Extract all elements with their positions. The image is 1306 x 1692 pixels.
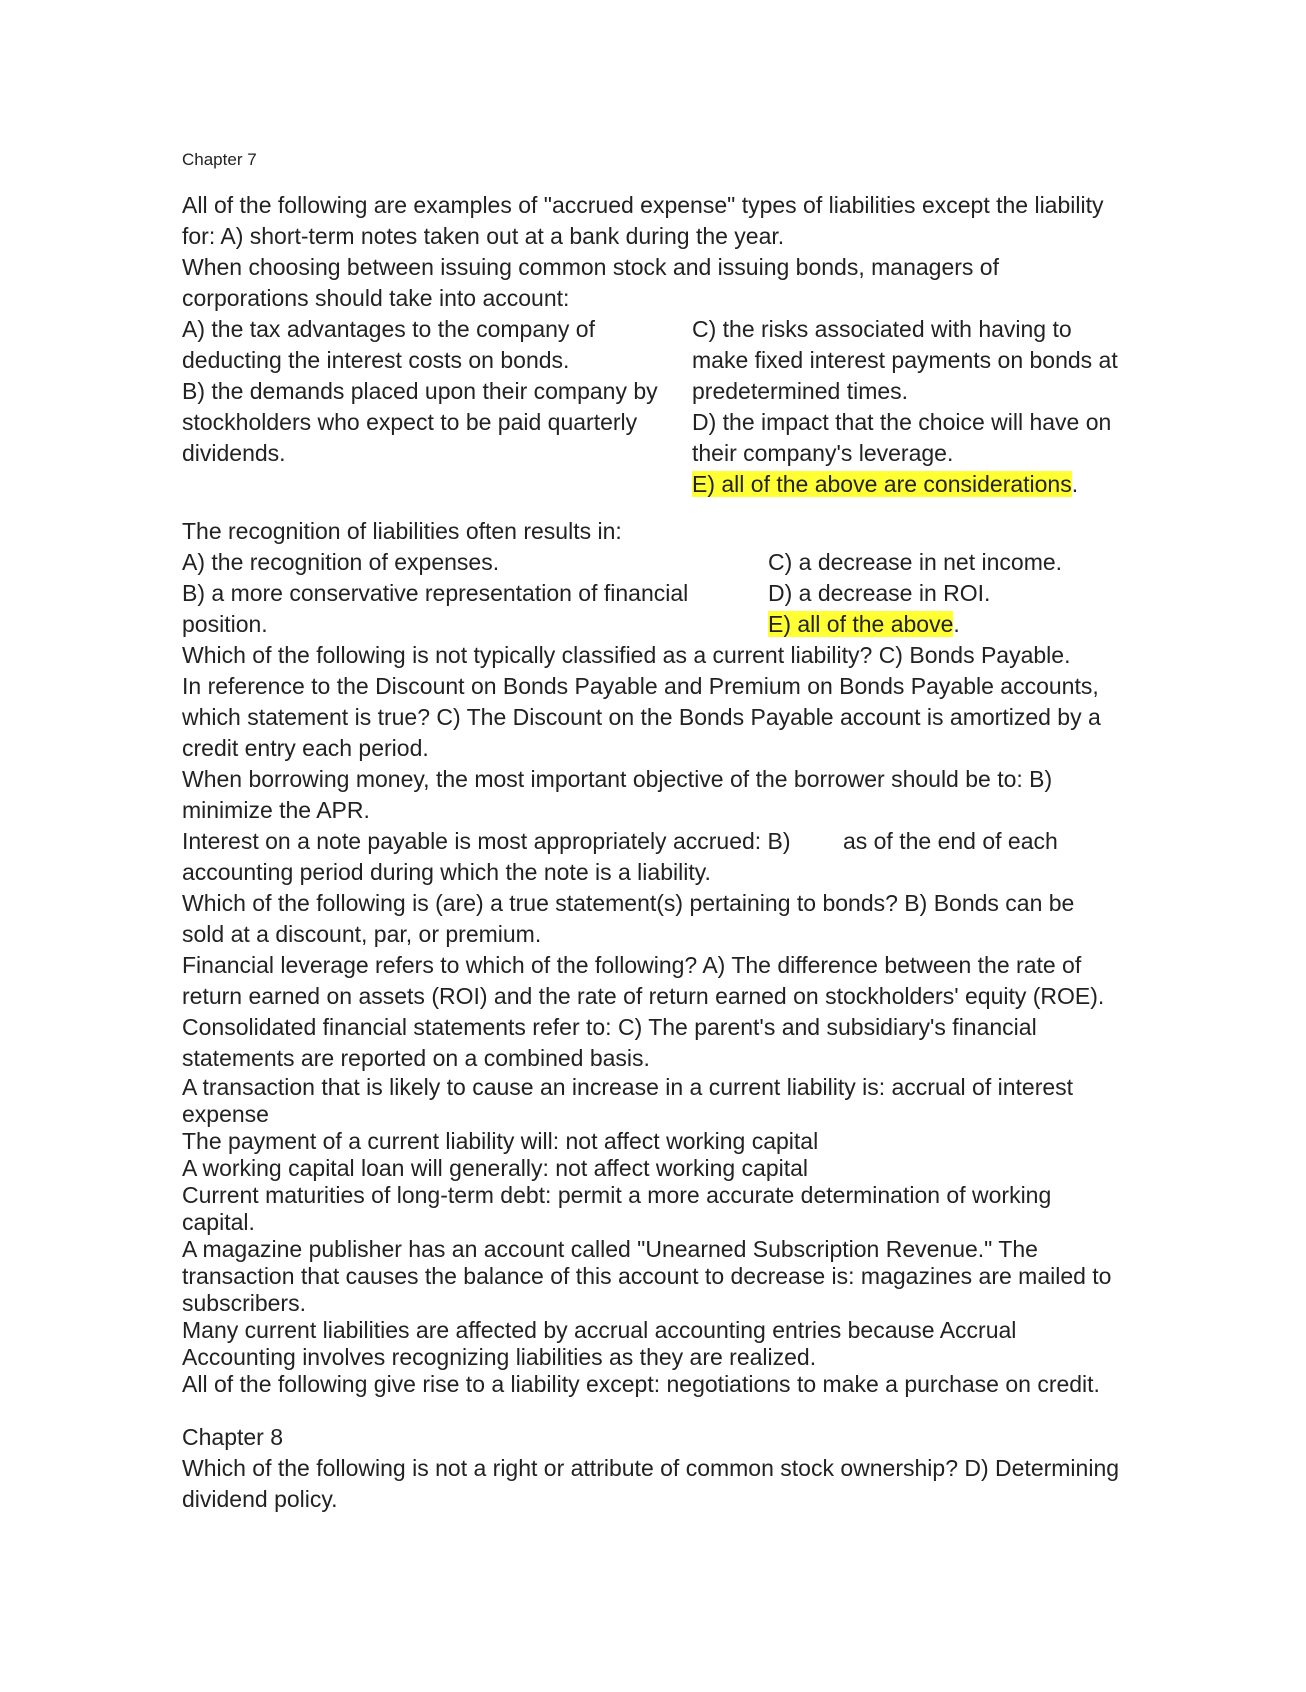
question-7: Interest on a note payable is most appropriately accrued: B) as of the end of each accounting period during which the note is a liability. bbox=[182, 828, 1058, 885]
document-page bbox=[182, 148, 1122, 1515]
q3-option-e bbox=[768, 609, 1122, 640]
question-4: Which of the following is not typically classified as a current liability? C) Bonds Payable. bbox=[182, 642, 1071, 668]
question-9: Financial leverage refers to which of the following? A) The difference between the rate of return earned on assets (ROI) and the rate of return earned on stockholders' equity (ROE). bbox=[182, 952, 1105, 1009]
question-13: A working capital loan will generally: not affect working capital bbox=[182, 1155, 809, 1181]
q2-option-b: B) the demands placed upon their company by stockholders who expect to be paid quarterly dividends. bbox=[182, 378, 658, 466]
question-11: A transaction that is likely to cause an increase in a current liability is: accrual of interest expense bbox=[182, 1074, 1074, 1127]
question-10: Consolidated financial statements refer to: C) The parent's and subsidiary's financial statements are reported on a combined basis. bbox=[182, 1014, 1037, 1071]
q3-option-a: A) the recognition of expenses. bbox=[182, 549, 500, 575]
question-2-options-right bbox=[692, 314, 1122, 500]
chapter-7-heading: Chapter 7 bbox=[182, 150, 257, 169]
chapter-8-question-1: Which of the following is not a right or attribute of common stock ownership? D) Determining dividend policy. bbox=[182, 1455, 1120, 1512]
question-3-options-right bbox=[768, 547, 1122, 640]
question-16: Many current liabilities are affected by accrual accounting entries because Accrual Accounting involves recognizing liabilities as they are realized. bbox=[182, 1317, 1017, 1370]
q2-answer-highlight: E) all of the above are considerations bbox=[692, 471, 1072, 497]
q2-option-e bbox=[692, 469, 1122, 500]
question-2-stem: When choosing between issuing common stock and issuing bonds, managers of corporations should take into account: bbox=[182, 254, 999, 311]
question-2-options bbox=[182, 314, 1122, 500]
question-1: All of the following are examples of "accrued expense" types of liabilities except the liability for: A) short-term notes taken out at a bank during the year. bbox=[182, 192, 1104, 249]
q2-option-a: A) the tax advantages to the company of deducting the interest costs on bonds. bbox=[182, 316, 595, 373]
question-3-options-left bbox=[182, 547, 768, 640]
question-15: A magazine publisher has an account called "Unearned Subscription Revenue." The transaction that causes the balance of this account to decrease is: magazines are mailed to subscribers. bbox=[182, 1236, 1112, 1316]
question-17: All of the following give rise to a liability except: negotiations to make a purchase on credit. bbox=[182, 1371, 1100, 1397]
question-8: Which of the following is (are) a true statement(s) pertaining to bonds? B) Bonds can be sold at a discount, par, or premium. bbox=[182, 890, 1075, 947]
q2-option-e-period: . bbox=[1071, 471, 1079, 497]
question-12: The payment of a current liability will: not affect working capital bbox=[182, 1128, 819, 1154]
question-2-options-left bbox=[182, 314, 692, 500]
chapter-8-heading: Chapter 8 bbox=[182, 1424, 284, 1450]
question-5: In reference to the Discount on Bonds Payable and Premium on Bonds Payable accounts, which statement is true? C) The Discount on the Bonds Payable account is amortized by a credit entry each period. bbox=[182, 673, 1101, 761]
q2-option-d: D) the impact that the choice will have on their company's leverage. bbox=[692, 409, 1112, 466]
q3-answer-highlight: E) all of the above bbox=[768, 611, 954, 637]
question-6: When borrowing money, the most important objective of the borrower should be to: B) minimize the APR. bbox=[182, 766, 1053, 823]
q3-option-c: C) a decrease in net income. bbox=[768, 549, 1063, 575]
q2-option-c: C) the risks associated with having to make fixed interest payments on bonds at predetermined times. bbox=[692, 316, 1118, 404]
q3-option-e-period: . bbox=[953, 611, 960, 637]
q3-option-d: D) a decrease in ROI. bbox=[768, 580, 991, 606]
question-3-options bbox=[182, 547, 1122, 640]
q3-option-b: B) a more conservative representation of financial position. bbox=[182, 580, 689, 637]
question-14: Current maturities of long-term debt: permit a more accurate determination of working capital. bbox=[182, 1182, 1052, 1235]
question-3-stem: The recognition of liabilities often results in: bbox=[182, 518, 622, 544]
